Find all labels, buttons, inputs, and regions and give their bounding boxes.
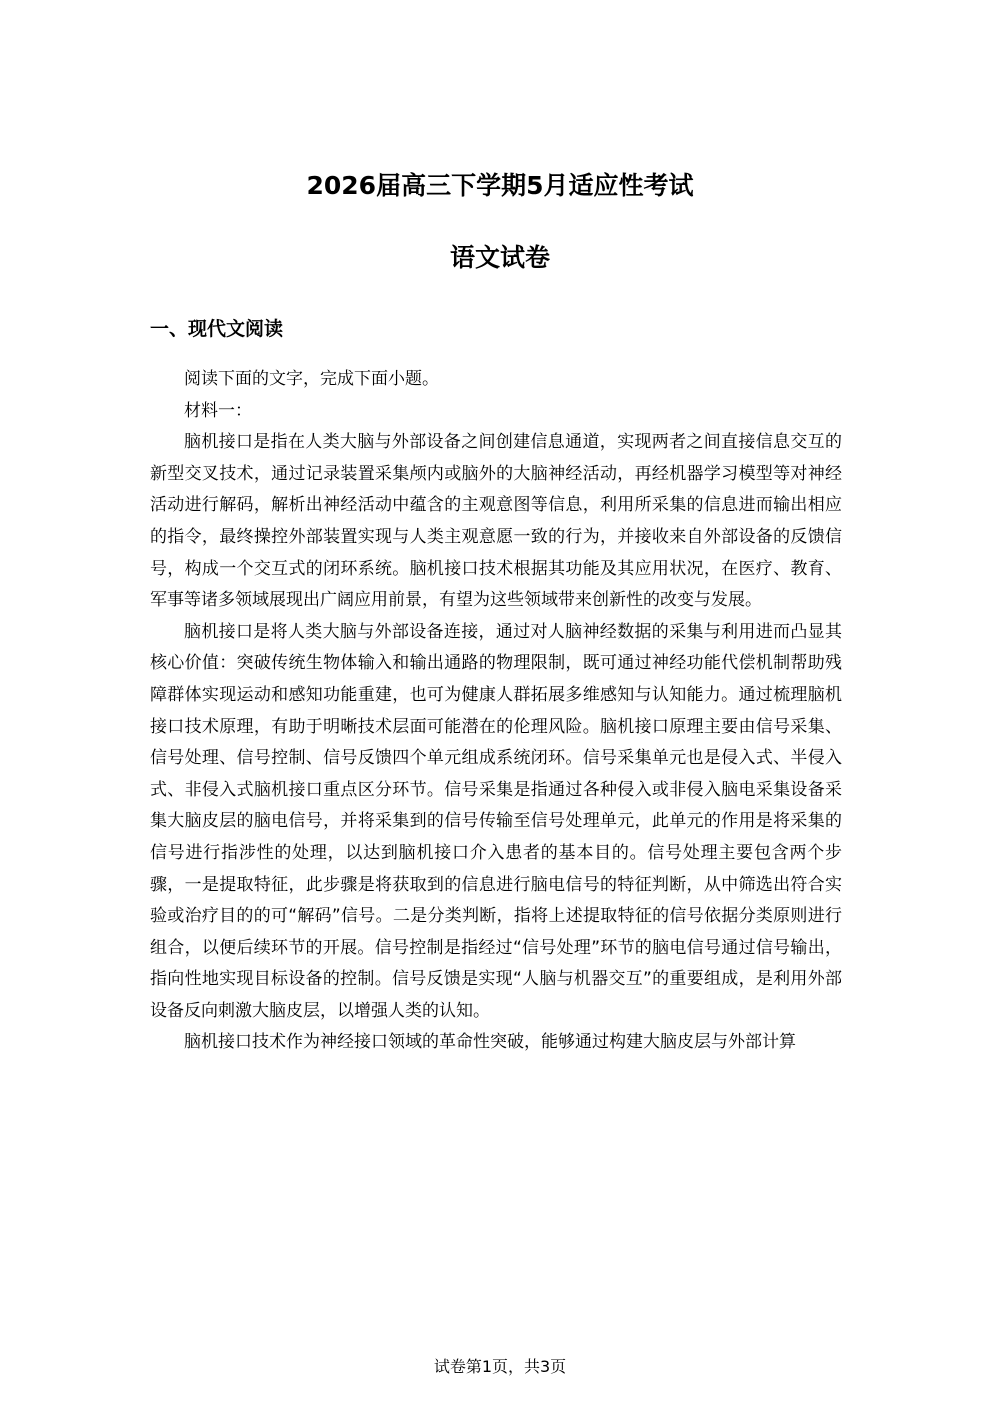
exam-subject: 语文试卷 [449, 243, 550, 272]
page-footer: 试卷第1页，共3页 [433, 1357, 567, 1376]
instruction-text: 阅读下面的文字，完成下面小题。 [184, 369, 439, 389]
passage-paragraph-2: 脑机接口是将人类大脑与外部设备连接，通过对人脑神经数据的采集与利用进而凸显其核心价值：突破传统生物体输入和输出通路的物理限制，既可通过神经功能代偿机制帮助残障群体实现运动和感知功能重建，也可为健康人群拓展多维感知与认知能力。通过梳理脑机接口技术原理，有助于明晰技术层面可能潜在的伦理风险。脑机接口原理主要由信号采集、信号处理、信号控制、信号反馈四个单元组成系统闭环。信号采集单元也是侵入式、半侵入式、非侵入式脑机接口重点区分环节。信号采集是指通过各种侵入或非侵入脑电采集设备采集大脑皮层的脑电信号，并将采集到的信号传输至信号处理单元，此单元的作用是将采集的信号进行指涉性的处理，以达到脑机接口介入患者的基本目的。信号处理主要包含两个步骤，一是提取特征，此步骤是将获取到的信息进行脑电信号的特征判断，从中筛选出符合实验或治疗目的的可“解码”信号。二是分类判断，指将上述提取特征的信号依据分类原则进行组合，以便后续环节的开展。信号控制是指经过“信号处理”环节的脑电信号通过信号输出，指向性地实现目标设备的控制。信号反馈是实现“人脑与机器交互”的重要组成，是利用外部设备反向刺激大脑皮层，以增强人类的认知。 [150, 621, 842, 1021]
exam-title: 2026届高三下学期5月适应性考试 [306, 171, 694, 200]
passage-paragraph-3: 脑机接口技术作为神经接口领域的革命性突破，能够通过构建大脑皮层与外部计算 [184, 1032, 796, 1053]
reading-passage [150, 364, 842, 1059]
material-label: 材料一： [184, 400, 252, 421]
passage-paragraph-1: 脑机接口是指在人类大脑与外部设备之间创建信息通道，实现两者之间直接信息交互的新型交叉技术，通过记录装置采集颅内或脑外的大脑神经活动，再经机器学习模型等对神经活动进行解码，解析出神经活动中蕴含的主观意图等信息，利用所采集的信息进而输出相应的指令，最终操控外部装置实现与人类主观意愿一致的行为，并接收来自外部设备的反馈信号，构成一个交互式的闭环系统。脑机接口技术根据其功能及其应用状况，在医疗、教育、军事等诸多领域展现出广阔应用前景，有望为这些领域带来创新性的改变与发展。 [150, 432, 842, 611]
section-heading: 一、现代文阅读 [150, 318, 284, 340]
